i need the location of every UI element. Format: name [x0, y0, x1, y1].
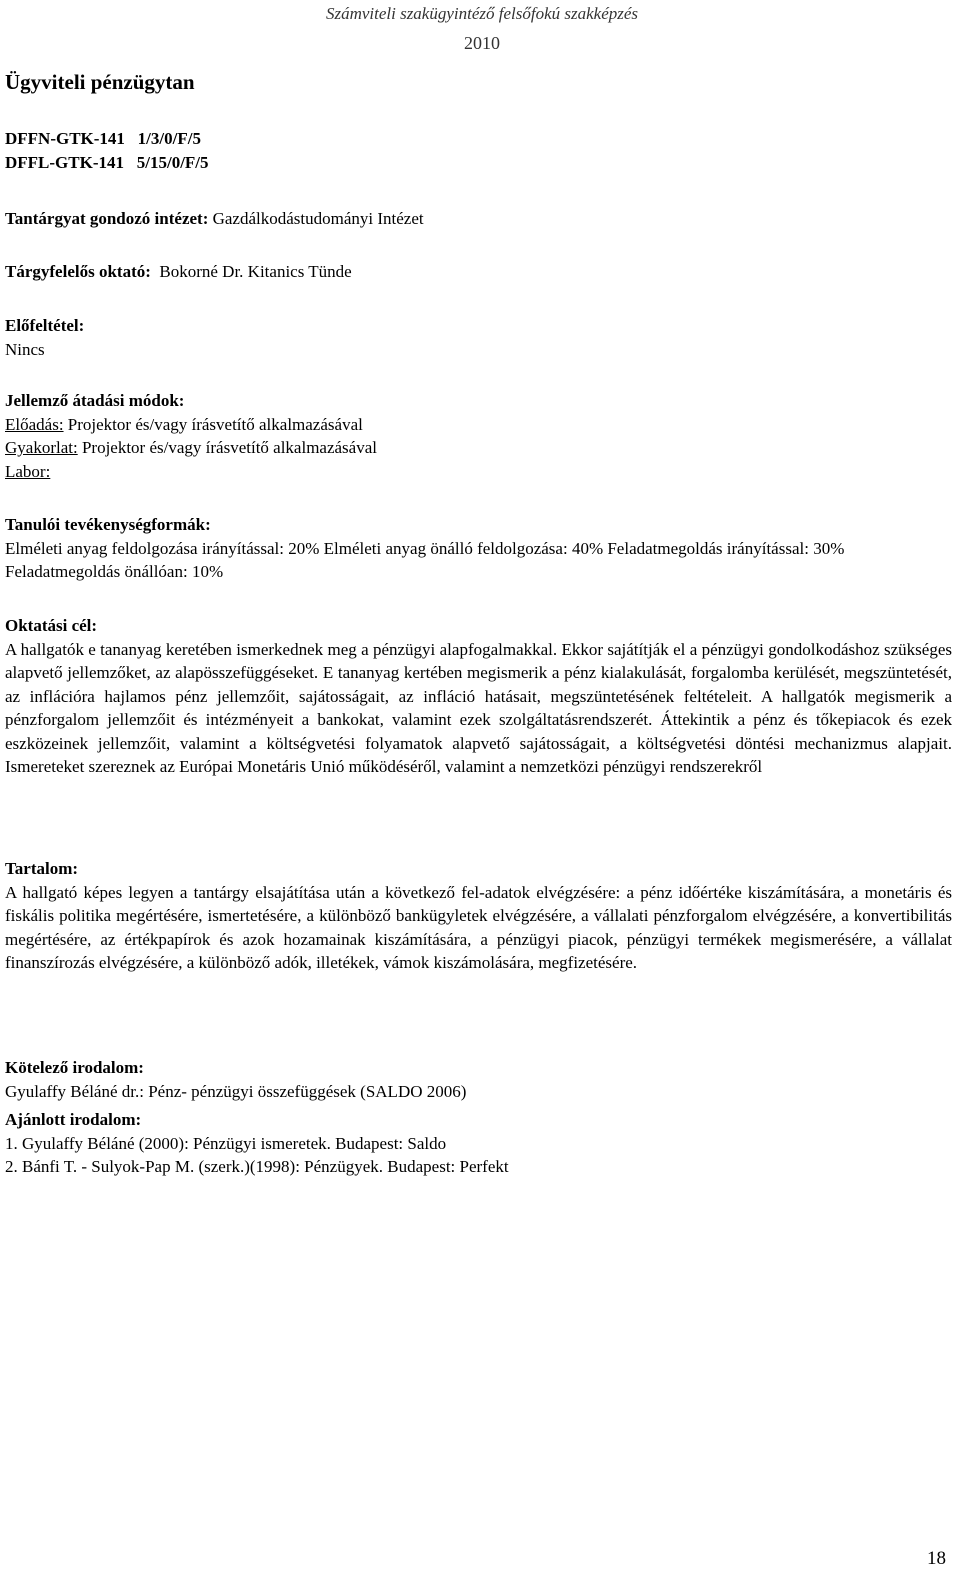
delivery-lab-row	[5, 460, 952, 484]
institute-row	[5, 207, 952, 231]
content-section	[5, 857, 952, 975]
practice-value: Projektor és/vagy írásvetítő alkalmazásával	[81, 438, 377, 457]
prerequisite-section	[5, 314, 952, 361]
institute-label: Tantárgyat gondozó intézet:	[5, 209, 209, 228]
content-text: A hallgató képes legyen a tantárgy elsajátítása után a következő fel-adatok elvégzésére: a pénz időértéke kiszámítására, a monetáris és fiskális politika megértésére, ismertetésére, a különböző bankügyletek elvégzésére, a vállalati pénzforgalom elvégzésére, a konvertibilitás megértésére, az értékpapírok és azok hozamainak kiszámítására, a pénzügyi piacok, pénzügyi termékek megismerésére, a vállalat finanszírozás elvégzésére, a különböző adók, illetékek, vámok kiszámolására, megfizetésére.	[5, 882, 952, 972]
delivery-label: Jellemző átadási módok:	[5, 391, 185, 410]
goal-label: Oktatási cél:	[5, 616, 98, 635]
activities-section	[5, 513, 952, 584]
teacher-value: Bokorné Dr. Kitanics Tünde	[159, 262, 352, 281]
course-code-2: DFFL-GTK-141 5/15/0/F/5	[5, 152, 209, 172]
page-number: 18	[927, 1548, 946, 1569]
institute-value: Gazdálkodástudományi Intézet	[212, 209, 424, 228]
goal-text: A hallgatók e tananyag keretében ismerkednek meg a pénzügyi alapfogalmakkal. Ekkor sajátítják el a pénzügyi gondolkodáshoz szükséges alapvető jellemzőket, az alapösszefüggéseket. E tananyag kertében megismerik a pénz kialakulását, forgalomba kerülését, megszüntetését, az inflációra hajlamos pénz jellemzőit, sajátosságait, az infláció hatásait, megszüntetésének feltételeit. A hallgatók megismerik a pénzforgalom jellemzőit és intézményeit a bankokat, valamint ezek szolgáltatásrendszerét. Áttekintik a pénz és tőkepiacok és ezek eszközeinek jellemzőit, valamint a költségvetési folyamatok alapvető sajátosságait, a költségvetési döntési mechanizmus alapjait. Ismereteket szereznek az Európai Monetáris Unió működéséről, valamint a nemzetközi pénzügyi rendszerekről	[5, 639, 952, 776]
teacher-label: Tárgyfelelős oktató:	[5, 262, 151, 281]
header-program: Számviteli szakügyintéző felsőfokú szakképzés	[325, 4, 639, 23]
lecture-label: Előadás:	[5, 414, 64, 434]
lab-label: Labor:	[5, 461, 51, 481]
content-label: Tartalom:	[5, 859, 79, 878]
header-year: 2010	[464, 33, 500, 53]
activities-text: Elméleti anyag feldolgozása irányítással: 20% Elméleti anyag önálló feldolgozása: 40% Feladatmegoldás irányítással: 30% Feladatmegoldás önállóan: 10%	[5, 538, 845, 581]
required-literature-section	[5, 1056, 952, 1103]
recommended-literature-item-1: 1. Gyulaffy Béláné (2000): Pénzügyi ismeretek. Budapest: Saldo	[5, 1133, 447, 1153]
delivery-section	[5, 389, 952, 483]
teacher-row	[5, 260, 952, 284]
lecture-value: Projektor és/vagy írásvetítő alkalmazásával	[67, 414, 363, 434]
goal-section	[5, 614, 952, 779]
page-title: Ügyviteli pénzügytan	[5, 70, 195, 94]
required-literature-item: Gyulaffy Béláné dr.: Pénz- pénzügyi összefüggések (SALDO 2006)	[5, 1081, 467, 1101]
prerequisite-value: Nincs	[5, 339, 45, 359]
required-literature-label: Kötelező irodalom:	[5, 1058, 144, 1077]
recommended-literature-label: Ajánlott irodalom:	[5, 1110, 142, 1129]
delivery-practice-row	[5, 436, 952, 460]
recommended-literature-item-2: 2. Bánfi T. - Sulyok-Pap M. (szerk.)(1998): Pénzügyek. Budapest: Perfekt	[5, 1157, 509, 1176]
course-codes	[5, 127, 952, 174]
course-code-1: DFFN-GTK-141 1/3/0/F/5	[5, 129, 201, 148]
activities-label: Tanulói tevékenységformák:	[5, 515, 211, 534]
recommended-literature-section	[5, 1108, 952, 1179]
practice-label: Gyakorlat:	[5, 438, 78, 457]
delivery-lecture-row	[5, 413, 952, 437]
prerequisite-label: Előfeltétel:	[5, 316, 85, 335]
